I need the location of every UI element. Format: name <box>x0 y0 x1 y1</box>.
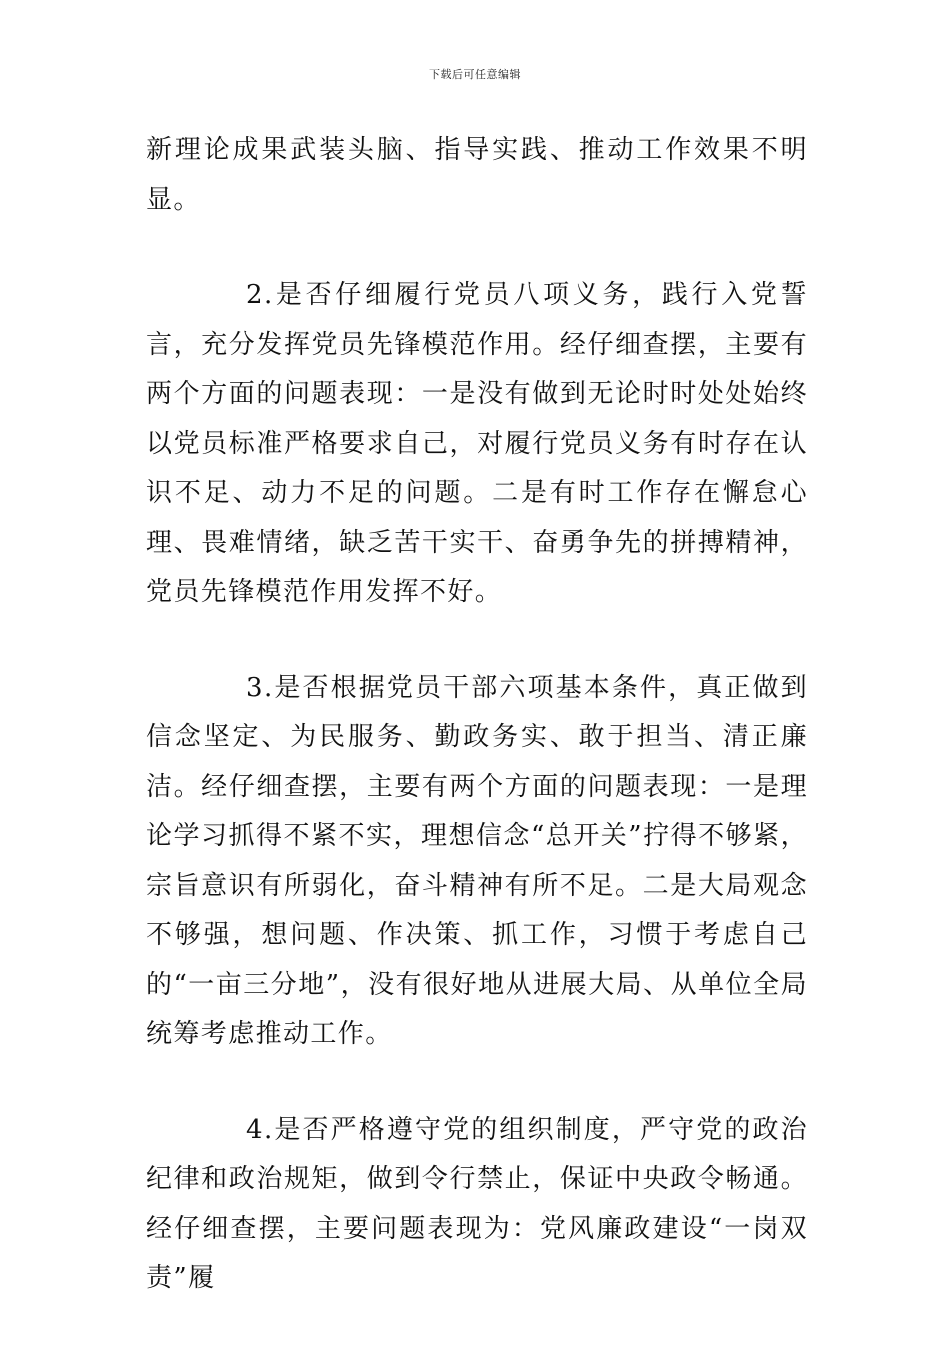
page-header-note: 下载后可任意编辑 <box>429 68 521 81</box>
document-body <box>146 126 808 1350</box>
paragraph-continuation: 新理论成果武装头脑、指导实践、推动工作效果不明显。 <box>146 135 808 215</box>
paragraph-item-3: 3.是否根据党员干部六项基本条件，真正做到信念坚定、为民服务、勤政务实、敢于担当、清正廉洁。经仔细查摆，主要有两个方面的问题表现：一是理论学习抓得不紧不实，理想信念“总开关”拧得不够紧，宗旨意识有所弱化，奋斗精神有所不足。二是大局观念不够强，想问题、作决策、抓工作，习惯于考虑自己的“一亩三分地”，没有很好地从进展大局、从单位全局统筹考虑推动工作。 <box>146 672 808 1049</box>
paragraph-item-2: 2.是否仔细履行党员八项义务，践行入党誓言，充分发挥党员先锋模范作用。经仔细查摆，主要有两个方面的问题表现：一是没有做到无论时时处处始终以党员标准严格要求自己，对履行党员义务有时存在认识不足、动力不足的问题。二是有时工作存在懈怠心理、畏难情绪，缺乏苦干实干、奋勇争先的拼搏精神，党员先锋模范作用发挥不好。 <box>146 280 808 607</box>
paragraph-item-4: 4.是否严格遵守党的组织制度，严守党的政治纪律和政治规矩，做到令行禁止，保证中央政令畅通。经仔细查摆，主要问题表现为：党风廉政建设“一岗双责”履 <box>146 1114 808 1293</box>
